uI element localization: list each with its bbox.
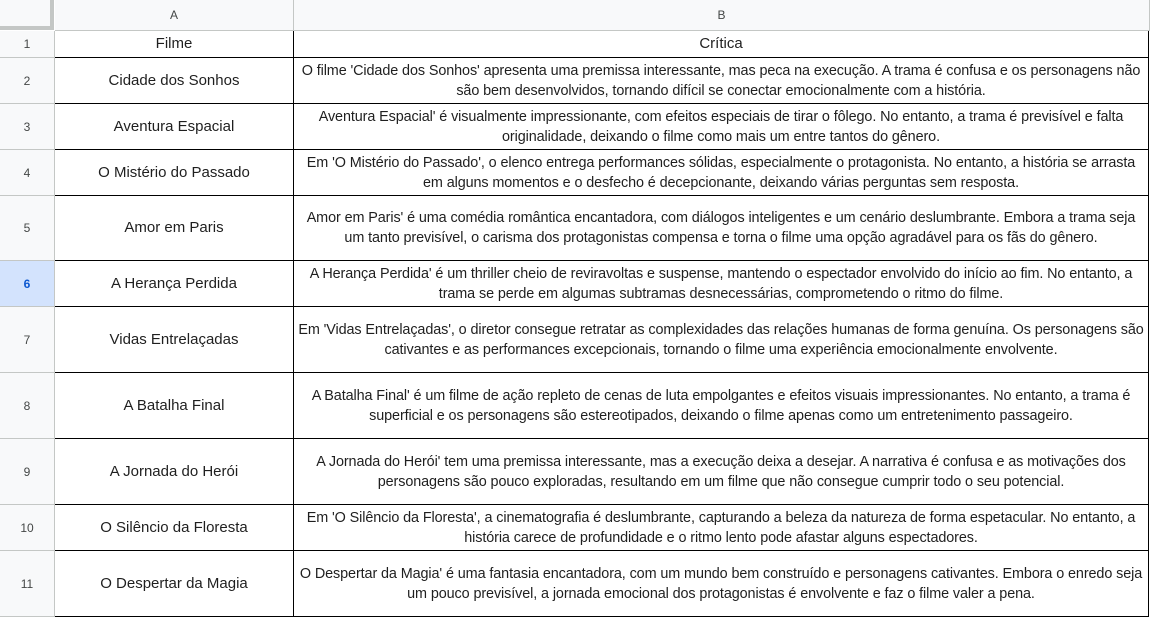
cell-filme[interactable]: Cidade dos Sonhos — [55, 58, 294, 104]
cell-filme[interactable]: O Despertar da Magia — [55, 551, 294, 617]
cell-filme[interactable]: Amor em Paris — [55, 196, 294, 261]
cell-critica[interactable]: A Jornada do Herói' tem uma premissa interessante, mas a execução deixa a desejar. A narrativa é confusa e as motivações dos personagens são pouco exploradas, resultando em um filme que não consegue cumprir todo o seu potencial. — [294, 439, 1149, 505]
row-header-2[interactable]: 2 — [0, 58, 55, 104]
row-header-3[interactable]: 3 — [0, 104, 55, 150]
cell-filme[interactable]: Aventura Espacial — [55, 104, 294, 150]
cell-critica[interactable]: A Herança Perdida' é um thriller cheio de reviravoltas e suspense, mantendo o espectador envolvido do início ao fim. No entanto, a trama se perde em algumas subtramas desnecessárias, comprometendo o ritmo do filme. — [294, 261, 1149, 307]
column-header-a[interactable]: A — [55, 0, 294, 31]
row-header-5[interactable]: 5 — [0, 196, 55, 261]
row-header-4[interactable]: 4 — [0, 150, 55, 196]
row-header-6[interactable]: 6 — [0, 261, 55, 307]
header-cell-filme[interactable]: Filme — [55, 31, 294, 58]
cell-critica[interactable]: O Despertar da Magia' é uma fantasia encantadora, com um mundo bem construído e personagens cativantes. Embora o enredo seja um pouco previsível, a jornada emocional dos protagonistas é envolvente e faz o filme valer a pena. — [294, 551, 1149, 617]
row-header-8[interactable]: 8 — [0, 373, 55, 439]
cell-filme[interactable]: O Mistério do Passado — [55, 150, 294, 196]
row-header-11[interactable]: 11 — [0, 551, 55, 617]
cell-critica[interactable]: O filme 'Cidade dos Sonhos' apresenta uma premissa interessante, mas peca na execução. A trama é confusa e os personagens não são bem desenvolvidos, tornando difícil se conectar emocionalmente com a história. — [294, 58, 1149, 104]
cell-critica[interactable]: Em 'O Mistério do Passado', o elenco entrega performances sólidas, especialmente o protagonista. No entanto, a história se arrasta em alguns momentos e o desfecho é decepcionante, deixando várias perguntas sem resposta. — [294, 150, 1149, 196]
cell-filme[interactable]: Vidas Entrelaçadas — [55, 307, 294, 373]
cell-filme[interactable]: A Batalha Final — [55, 373, 294, 439]
header-cell-critica[interactable]: Crítica — [294, 31, 1149, 58]
cell-critica[interactable]: Aventura Espacial' é visualmente impressionante, com efeitos especiais de tirar o fôlego. No entanto, a trama é previsível e falta originalidade, deixando o filme como mais um entre tantos do gênero. — [294, 104, 1149, 150]
row-header-1[interactable]: 1 — [0, 31, 55, 58]
row-header-9[interactable]: 9 — [0, 439, 55, 505]
row-header-7[interactable]: 7 — [0, 307, 55, 373]
cell-filme[interactable]: O Silêncio da Floresta — [55, 505, 294, 551]
row-header-10[interactable]: 10 — [0, 505, 55, 551]
cell-filme[interactable]: A Herança Perdida — [55, 261, 294, 307]
cell-critica[interactable]: Amor em Paris' é uma comédia romântica encantadora, com diálogos inteligentes e um cenário deslumbrante. Embora a trama seja um tanto previsível, o carisma dos protagonistas compensa e torna o filme uma opção agradável para os fãs do gênero. — [294, 196, 1149, 261]
cell-critica[interactable]: Em 'Vidas Entrelaçadas', o diretor consegue retratar as complexidades das relações humanas de forma genuína. Os personagens são cativantes e as performances excepcionais, tornando o filme uma experiência emocionalmente envolvente. — [294, 307, 1149, 373]
select-all-corner[interactable] — [0, 0, 54, 30]
cell-critica[interactable]: Em 'O Silêncio da Floresta', a cinematografia é deslumbrante, capturando a beleza da natureza de forma espetacular. No entanto, a história carece de profundidade e o ritmo lento pode afastar alguns espectadores. — [294, 505, 1149, 551]
cell-filme[interactable]: A Jornada do Herói — [55, 439, 294, 505]
cell-critica[interactable]: A Batalha Final' é um filme de ação repleto de cenas de luta empolgantes e efeitos visuais impressionantes. No entanto, a trama é superficial e os personagens são estereotipados, deixando o filme apenas como um entretenimento passageiro. — [294, 373, 1149, 439]
column-header-b[interactable]: B — [294, 0, 1150, 31]
